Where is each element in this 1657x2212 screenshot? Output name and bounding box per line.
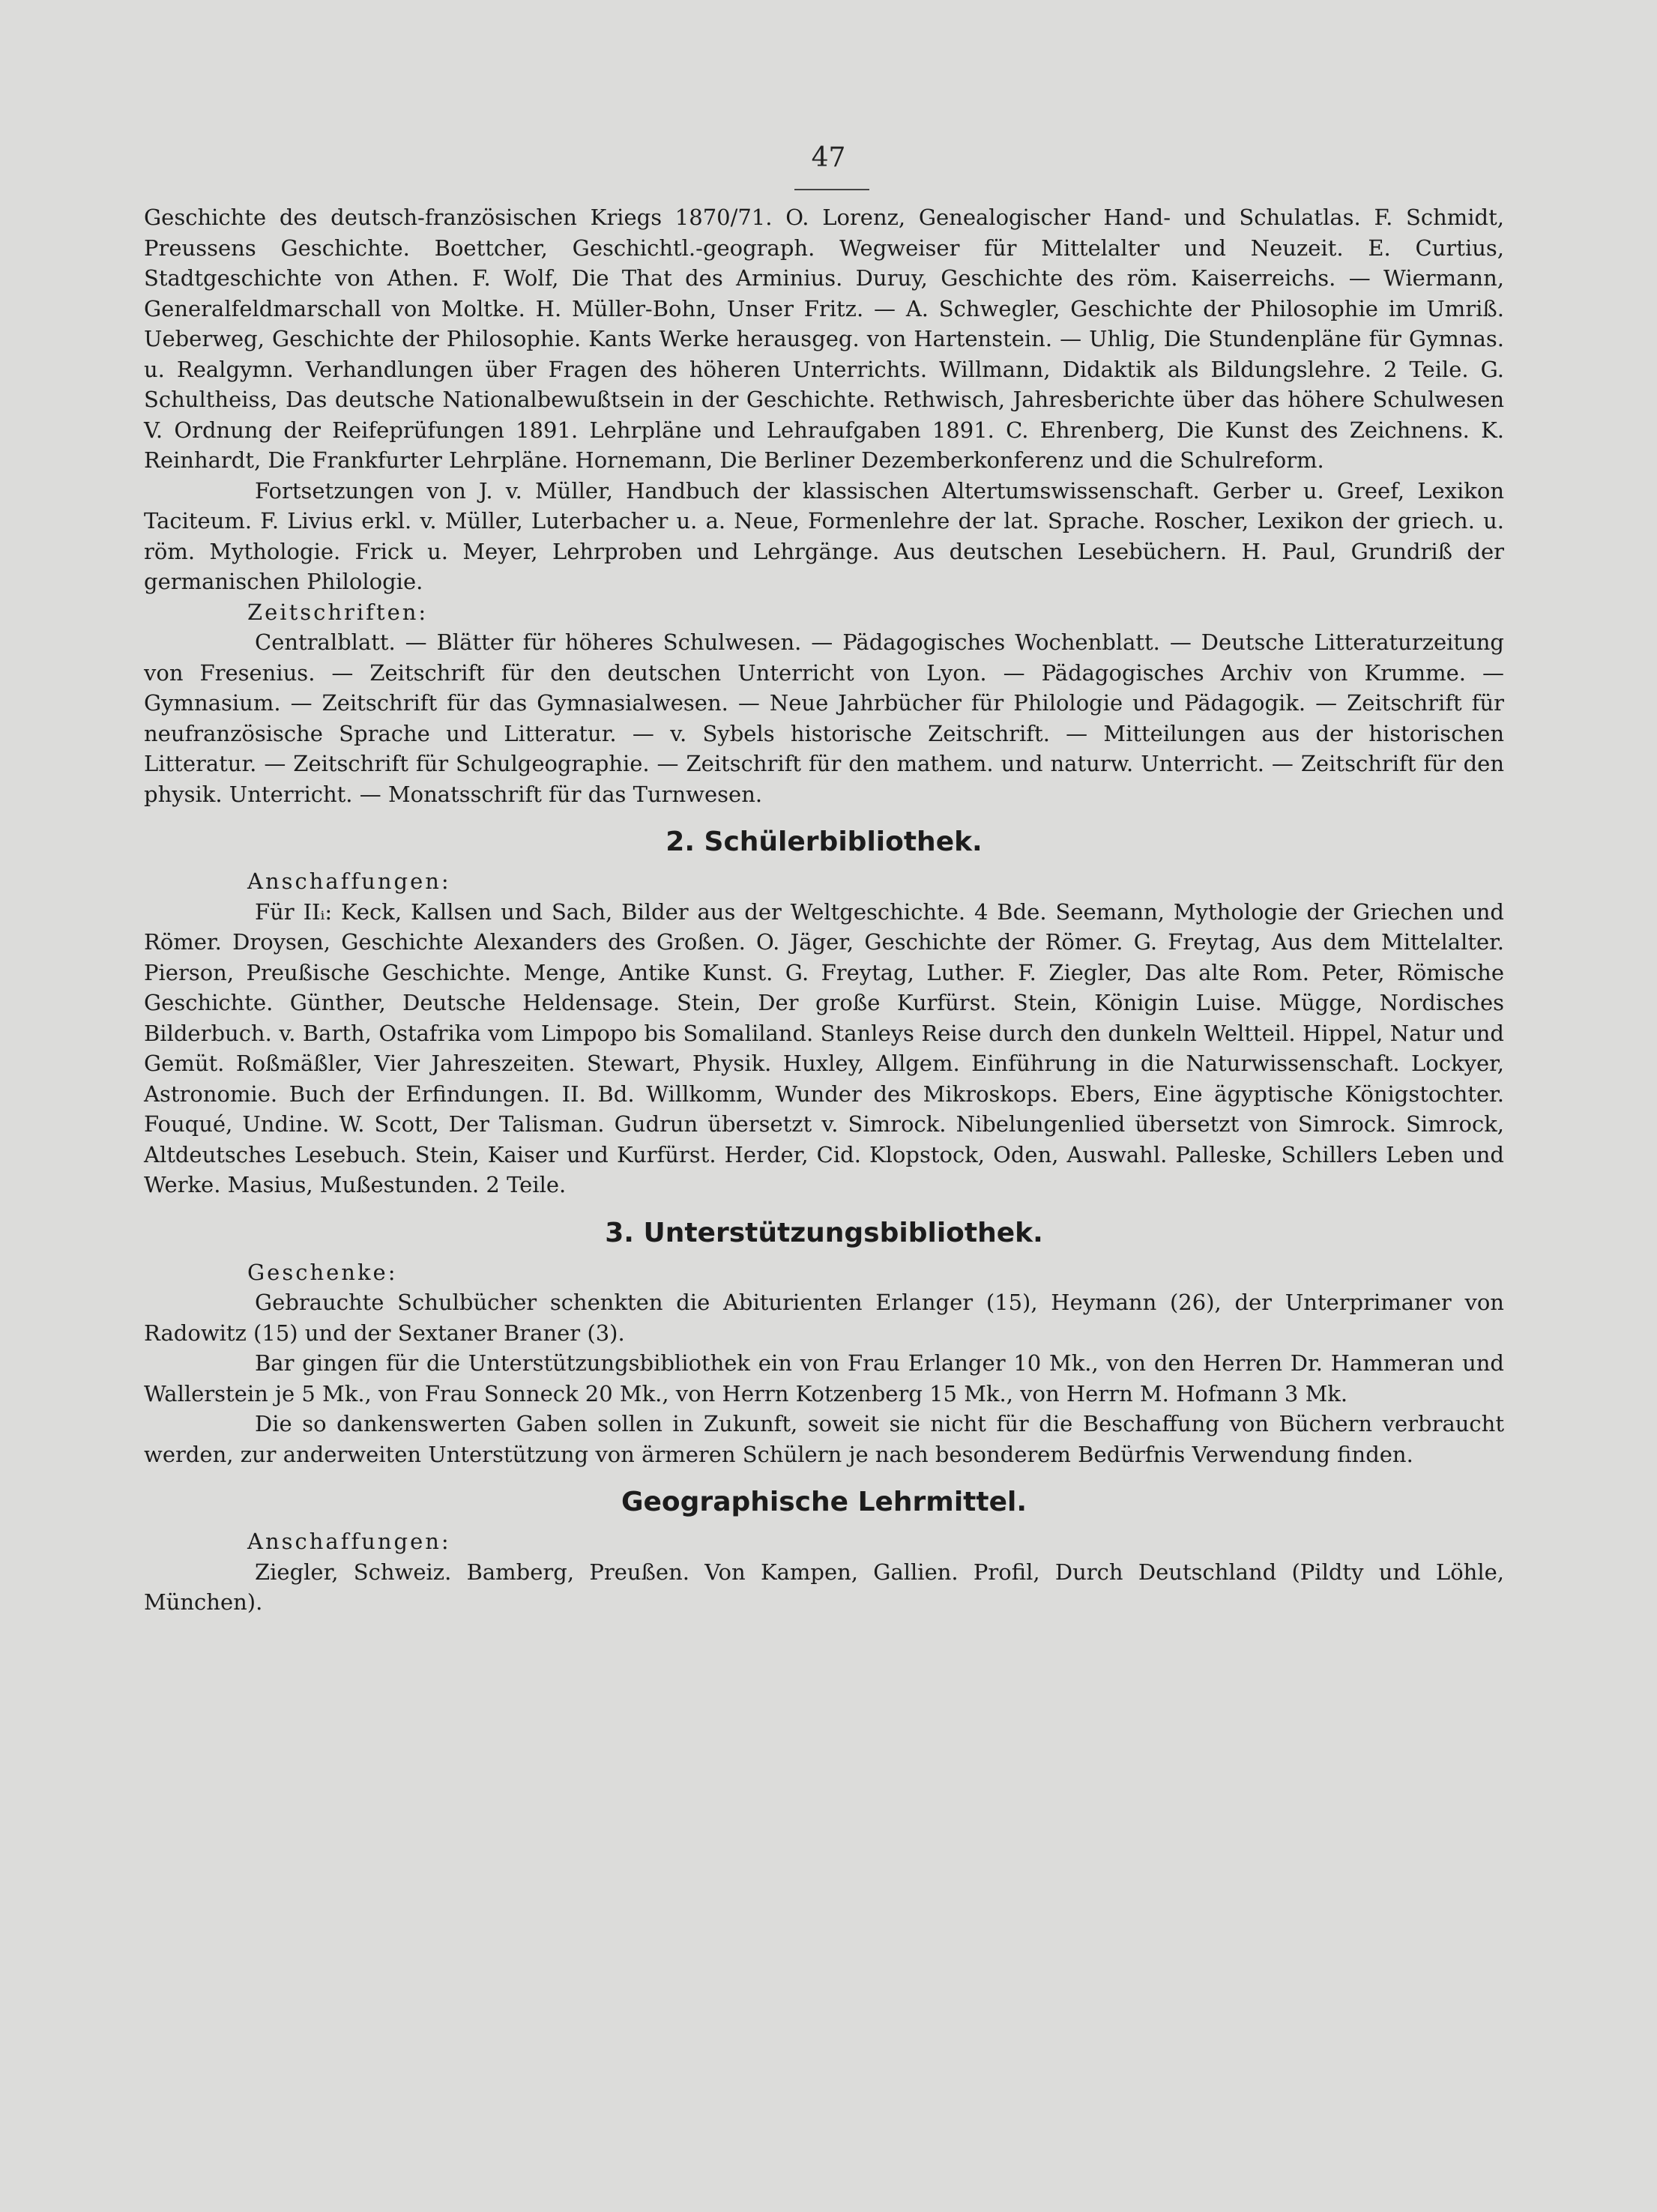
student-library-heading: 2. Schülerbibliothek. (665, 827, 983, 857)
page-content (144, 202, 1504, 1618)
page-number: 47 (811, 142, 846, 173)
donated-books-paragraph: Gebrauchte Schulbücher schenkten die Abiturienten Erlanger (15), Heymann (26), der Unterprimaner von Radowitz (15) und der Sextaner Braner (3). (144, 1290, 1504, 1346)
continuations-paragraph: Fortsetzungen von J. v. Müller, Handbuch der klassischen Altertumswissenschaft. Gerber u. Greef, Lexikon Taciteum. F. Livius erkl. v. Müller, Luterbacher u. a. Neue, Formenlehre der lat. Sprache. Roscher, Lexikon der griech. u. röm. Mythologie. Frick u. Meyer, Lehrproben und Lehrgänge. Aus deutschen Lesebüchern. H. Paul, Grundriß der germanischen Philologie. (144, 477, 1504, 594)
geography-acquisitions-label: Anschaffungen: (247, 1529, 451, 1554)
gifts-label: Geschenke: (247, 1259, 398, 1285)
donation-use-paragraph: Die so dankenswerten Gaben sollen in Zukunft, soweit sie nicht für die Beschaffung von Büchern verbraucht werden, zur anderweiten Unterstützung von ärmeren Schülern je nach besonderem Bedürfnis Verwendung finden. (144, 1411, 1504, 1467)
page-number-ornament (794, 184, 869, 190)
support-library-heading: 3. Unterstützungsbibliothek. (605, 1217, 1043, 1248)
geography-materials-heading: Geographische Lehrmittel. (621, 1487, 1027, 1517)
student-library-acquisitions-label: Anschaffungen: (247, 868, 451, 894)
cash-donations-paragraph: Bar gingen für die Unterstützungsbibliothek ein von Frau Erlanger 10 Mk., von den Herren Dr. Hammeran und Wallerstein je 5 Mk., von Frau Sonneck 20 Mk., von Herrn Kotzenberg 15 Mk., von Herrn M. Hofmann 3 Mk. (144, 1350, 1504, 1406)
periodicals-paragraph: Centralblatt. — Blätter für höheres Schulwesen. — Pädagogisches Wochenblatt. — Deutsche Litteraturzeitung von Fresenius. — Zeitschrift für den deutschen Unterricht von Lyon. — Pädagogisches Archiv von Krumme. — Gymnasium. — Zeitschrift für das Gymnasialwesen. — Neue Jahrbücher für Philologie und Pädagogik. — Zeitschrift für neufranzösische Sprache und Litteratur. — v. Sybels historische Zeitschrift. — Mitteilungen aus der historischen Litteratur. — Zeitschrift für Schulgeographie. — Zeitschrift für den mathem. und naturw. Unterricht. — Zeitschrift für den physik. Unterricht. — Monatsschrift für das Turnwesen. (144, 629, 1504, 807)
student-library-paragraph: Für IIᵢ: Keck, Kallsen und Sach, Bilder aus der Weltgeschichte. 4 Bde. Seemann, Mythologie der Griechen und Römer. Droysen, Geschichte Alexanders des Großen. O. Jäger, Geschichte der Römer. G. Freytag, Aus dem Mittelalter. Pierson, Preußische Geschichte. Menge, Antike Kunst. G. Freytag, Luther. F. Ziegler, Das alte Rom. Peter, Römische Geschichte. Günther, Deutsche Heldensage. Stein, Der große Kurfürst. Stein, Königin Luise. Mügge, Nordisches Bilderbuch. v. Barth, Ostafrika vom Limpopo bis Somaliland. Stanleys Reise durch den dunkeln Weltteil. Hippel, Natur und Gemüt. Roßmäßler, Vier Jahreszeiten. Stewart, Physik. Huxley, Allgem. Einführung in die Naturwissenschaft. Lockyer, Astronomie. Buch der Erfindungen. II. Bd. Willkomm, Wunder des Mikroskops. Ebers, Eine ägyptische Königstochter. Fouqué, Undine. W. Scott, Der Talisman. Gudrun übersetzt v. Simrock. Nibelungenlied übersetzt von Simrock. Simrock, Altdeutsches Lesebuch. Stein, Kaiser und Kurfürst. Herder, Cid. Klopstock, Oden, Auswahl. Palleske, Schillers Leben und Werke. Masius, Mußestunden. 2 Teile. (144, 898, 1504, 1197)
geography-maps-paragraph: Ziegler, Schweiz. Bamberg, Preußen. Von Kampen, Gallien. Profil, Durch Deutschland (Pildty und Löhle, München). (144, 1559, 1504, 1615)
periodicals-label: Zeitschriften: (247, 599, 429, 625)
history-books-paragraph: Geschichte des deutsch-französischen Kriegs 1870/71. O. Lorenz, Genealogischer Hand- und Schulatlas. F. Schmidt, Preussens Geschichte. Boettcher, Geschichtl.-geograph. Wegweiser für Mittelalter und Neuzeit. E. Curtius, Stadtgeschichte von Athen. F. Wolf, Die That des Arminius. Duruy, Geschichte des röm. Kaiserreichs. — Wiermann, Generalfeldmarschall von Moltke. H. Müller-Bohn, Unser Fritz. — A. Schwegler, Geschichte der Philosophie im Umriß. Ueberweg, Geschichte der Philosophie. Kants Werke herausgeg. von Hartenstein. — Uhlig, Die Stundenpläne für Gymnas. u. Realgymn. Verhandlungen über Fragen des höheren Unterrichts. Willmann, Didaktik als Bildungslehre. 2 Teile. G. Schultheiss, Das deutsche Nationalbewußtsein in der Geschichte. Rethwisch, Jahresberichte über das höhere Schulwesen V. Ordnung der Reifeprüfungen 1891. Lehrpläne und Lehraufgaben 1891. C. Ehrenberg, Die Kunst des Zeichnens. K. Reinhardt, Die Frankfurter Lehrpläne. Hornemann, Die Berliner Dezemberkonferenz und die Schulreform. (144, 205, 1504, 473)
